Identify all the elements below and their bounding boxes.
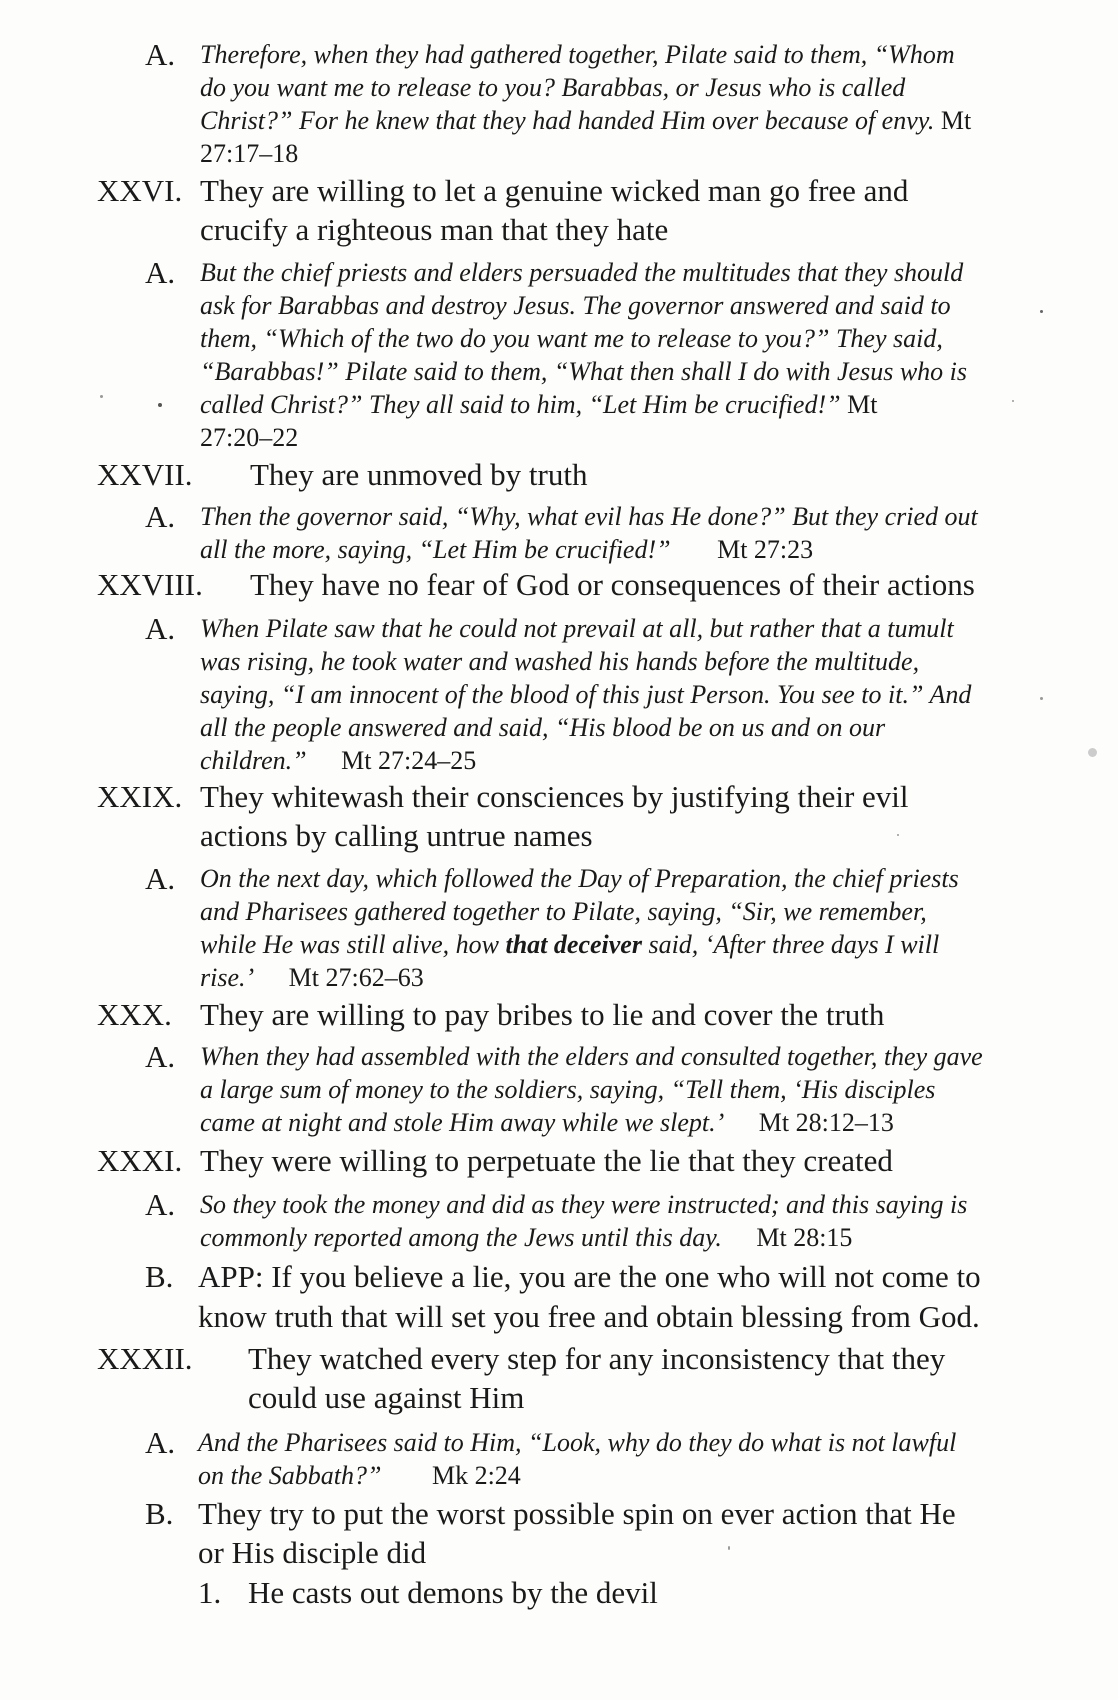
scripture-reference: Mt bbox=[847, 390, 878, 419]
scripture-line bbox=[200, 322, 943, 355]
outline-marker: XXXII. bbox=[97, 1341, 193, 1376]
scripture-line bbox=[200, 104, 971, 137]
outline-marker: XXVIII. bbox=[97, 567, 203, 602]
scripture-text: called Christ?” They all said to him, “Let Him be crucified!” bbox=[200, 390, 841, 419]
scan-speck bbox=[728, 1546, 730, 1550]
scripture-line bbox=[200, 928, 939, 961]
outline-marker: B. bbox=[145, 1259, 174, 1294]
scripture-text: commonly reported among the Jews until this day. bbox=[200, 1223, 722, 1252]
scripture-reference: 27:17–18 bbox=[200, 139, 299, 168]
outline-marker: XXX. bbox=[97, 997, 172, 1032]
scripture-reference: Mt 28:12–13 bbox=[758, 1108, 894, 1137]
point-heading: actions by calling untrue names bbox=[200, 818, 593, 853]
point-heading: could use against Him bbox=[248, 1380, 525, 1415]
scripture-text: all the more, saying, “Let Him be crucified!” bbox=[200, 535, 671, 564]
point-heading: They whitewash their consciences by justifying their evil bbox=[200, 779, 909, 814]
scan-speck bbox=[1012, 400, 1014, 402]
point-heading: or His disciple did bbox=[198, 1535, 427, 1570]
scripture-reference: Mt 27:23 bbox=[717, 535, 814, 564]
outline-marker: A. bbox=[145, 37, 176, 72]
scan-speck bbox=[158, 403, 162, 407]
outline-marker: A. bbox=[145, 255, 176, 290]
outline-marker: XXXI. bbox=[97, 1143, 183, 1178]
scripture-text: children.” bbox=[200, 746, 307, 775]
scripture-line bbox=[200, 388, 877, 421]
point-heading: They are willing to pay bribes to lie and cover the truth bbox=[200, 997, 885, 1032]
scan-speck bbox=[897, 834, 899, 836]
scripture-reference: 27:20–22 bbox=[200, 423, 299, 452]
scripture-line bbox=[200, 1188, 967, 1221]
point-heading: They are willing to let a genuine wicked man go free and bbox=[200, 173, 909, 208]
application-heading: know truth that will set you free and obtain blessing from God. bbox=[198, 1299, 980, 1334]
scripture-line bbox=[200, 678, 971, 711]
scripture-text: on the Sabbath?” bbox=[198, 1461, 382, 1490]
scripture-text: and Pharisees gathered together to Pilate, saying, “Sir, we remember, bbox=[200, 897, 927, 926]
scripture-text: So they took the money and did as they were instructed; and this saying is bbox=[200, 1190, 968, 1219]
point-heading: They watched every step for any inconsistency that they bbox=[248, 1341, 946, 1376]
outline-marker: XXIX. bbox=[97, 779, 183, 814]
scripture-line bbox=[200, 612, 954, 645]
application-heading: APP: If you believe a lie, you are the one who will not come to bbox=[198, 1259, 981, 1294]
scan-speck bbox=[1088, 748, 1097, 757]
scripture-line bbox=[200, 256, 963, 289]
scripture-reference: Mk 2:24 bbox=[431, 1461, 521, 1490]
outline-marker: A. bbox=[145, 1187, 176, 1222]
scripture-text: saying, “I am innocent of the blood of this just Person. You see to it.” And bbox=[200, 680, 972, 709]
outline-marker: A. bbox=[145, 1425, 176, 1460]
scripture-text: ask for Barabbas and destroy Jesus. The governor answered and said to bbox=[200, 291, 951, 320]
scripture-line bbox=[200, 1106, 894, 1139]
emphasis-text: that deceiver bbox=[505, 930, 642, 959]
scripture-line bbox=[200, 862, 959, 895]
scripture-line bbox=[200, 645, 919, 678]
scan-speck bbox=[1040, 310, 1043, 313]
point-heading: They are unmoved by truth bbox=[250, 457, 588, 492]
scripture-text: On the next day, which followed the Day of Preparation, the chief priests bbox=[200, 864, 959, 893]
scripture-line bbox=[200, 289, 951, 322]
scripture-line bbox=[200, 1073, 935, 1106]
scripture-text: them, “Which of the two do you want me to release to you?” They said, bbox=[200, 324, 943, 353]
outline-marker: A. bbox=[145, 1039, 176, 1074]
point-heading: He casts out demons by the devil bbox=[248, 1575, 658, 1610]
outline-marker: XXVII. bbox=[97, 457, 193, 492]
point-heading: They try to put the worst possible spin on ever action that He bbox=[198, 1496, 956, 1531]
scripture-line bbox=[200, 711, 885, 744]
scripture-reference: Mt 27:24–25 bbox=[341, 746, 477, 775]
outline-marker: 1. bbox=[198, 1575, 222, 1610]
outline-marker: A. bbox=[145, 499, 176, 534]
scan-speck bbox=[1040, 697, 1043, 700]
scripture-line bbox=[200, 895, 927, 928]
scripture-text: “Barabbas!” Pilate said to them, “What then shall I do with Jesus who is bbox=[200, 357, 968, 386]
scripture-reference: Mt bbox=[940, 106, 972, 135]
scripture-text: Then the governor said, “Why, what evil has He done?” But they cried out bbox=[200, 502, 978, 531]
scripture-line bbox=[200, 355, 967, 388]
outline-marker: B. bbox=[145, 1496, 174, 1531]
scripture-reference: Mt 27:62–63 bbox=[288, 963, 424, 992]
scripture-line bbox=[200, 500, 978, 533]
scripture-text: a large sum of money to the soldiers, saying, “Tell them, ‘His disciples bbox=[200, 1075, 936, 1104]
scripture-text: came at night and stole Him away while we slept.’ bbox=[200, 1108, 725, 1137]
scripture-line bbox=[200, 1040, 983, 1073]
scripture-reference: Mt 28:15 bbox=[756, 1223, 853, 1252]
scripture-text: And the Pharisees said to Him, “Look, why do they do what is not lawful bbox=[198, 1428, 957, 1457]
scripture-text: When Pilate saw that he could not prevail at all, but rather that a tumult bbox=[200, 614, 954, 643]
scripture-text: was rising, he took water and washed his hands before the multitude, bbox=[200, 647, 920, 676]
scripture-line bbox=[200, 744, 476, 777]
scripture-line bbox=[200, 533, 813, 566]
point-heading: They have no fear of God or consequences of their actions bbox=[250, 567, 975, 602]
scripture-text: Therefore, when they had gathered together, Pilate said to them, “Whom bbox=[200, 40, 955, 69]
scripture-text: do you want me to release to you? Barabbas, or Jesus who is called bbox=[200, 73, 906, 102]
outline-marker: XXVI. bbox=[97, 173, 183, 208]
scripture-line bbox=[200, 1221, 852, 1254]
scripture-line bbox=[200, 961, 424, 994]
scripture-text: while He was still alive, how bbox=[200, 930, 499, 959]
point-heading: crucify a righteous man that they hate bbox=[200, 212, 669, 247]
scripture-text: When they had assembled with the elders and consulted together, they gave bbox=[200, 1042, 983, 1071]
scripture-text: said, ‘After three days I will bbox=[648, 930, 940, 959]
scan-speck bbox=[100, 395, 103, 398]
scripture-line bbox=[200, 38, 955, 71]
scripture-text: rise.’ bbox=[200, 963, 255, 992]
scripture-text: all the people answered and said, “His blood be on us and on our bbox=[200, 713, 886, 742]
scripture-line bbox=[198, 1426, 956, 1459]
outline-marker: A. bbox=[145, 611, 176, 646]
outline-marker: A. bbox=[145, 861, 176, 896]
scripture-text: But the chief priests and elders persuaded the multitudes that they should bbox=[200, 258, 964, 287]
scripture-text: Christ?” For he knew that they had handed Him over because of envy. bbox=[200, 106, 935, 135]
point-heading: They were willing to perpetuate the lie that they created bbox=[200, 1143, 893, 1178]
scripture-line bbox=[200, 71, 905, 104]
scripture-line bbox=[198, 1459, 521, 1492]
